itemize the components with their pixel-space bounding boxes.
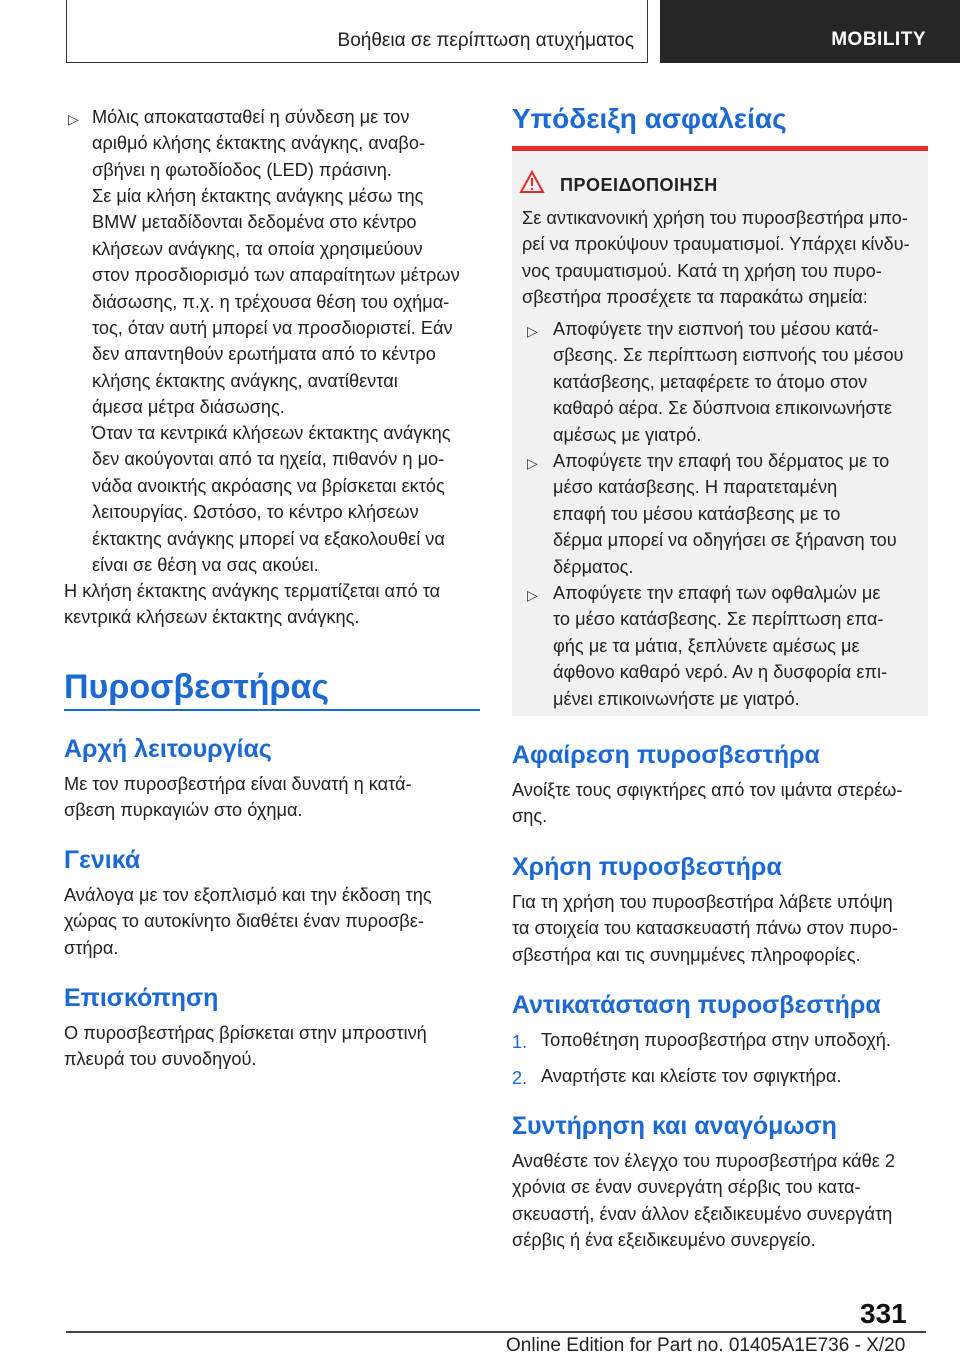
- triangle-bullet-icon: ▷: [527, 323, 538, 339]
- maintenance-text: Αναθέστε τον έλεγχο του πυροσβεστήρα κάθε 2 χρόνια σε έναν συνεργάτη σέρβις του κατα- σκευαστή, έναν άλλον εξειδικευμένο συνεργάτη σέρβις ή ένα εξειδικευμένο συνεργείο.: [512, 1151, 896, 1251]
- heading-usage: Χρήση πυροσβεστήρα: [512, 853, 782, 881]
- header-section-label: MOBILITY: [831, 29, 926, 50]
- heading-maintenance: Συντήρηση και αναγόμωση: [512, 1112, 837, 1140]
- heading-principle: Αρχή λειτουργίας: [64, 735, 272, 763]
- footer-rule: [66, 1331, 926, 1333]
- heading-general: Γενικά: [64, 846, 141, 874]
- principle-text: Με τον πυροσβεστήρα είναι δυνατή η κατά- σβεση πυρκαγιών στο όχημα.: [64, 774, 412, 821]
- triangle-bullet-icon: ▷: [68, 111, 79, 127]
- left-bullet-p1: Μόλις αποκατασταθεί η σύνδεση με τον αριθμό κλήσης έκτακτης ανάγκης, αναβο- σβήνει η φωτοδίοδος (LED) πράσινη.: [92, 107, 426, 180]
- warning-item-2: Αποφύγετε την επαφή του δέρματος με το μέσο κατάσβεσης. Η παρατεταμένη επαφή του μέσου κατάσβεσης με το δέρμα μπορεί να οδηγήσει σε ξήρανση του δέρματος.: [553, 451, 897, 577]
- heading-overview: Επισκόπηση: [64, 984, 219, 1012]
- usage-text: Για τη χρήση του πυροσβεστήρα λάβετε υπόψη τα στοιχεία του κατασκευαστή πάνω στον πυρο- σβεστήρα και τις συνημμένες πληροφορίες.: [512, 892, 898, 965]
- header-title: Βοήθεια σε περίπτωση ατυχήματος: [337, 30, 634, 51]
- header-section-tab: [660, 0, 960, 63]
- heading-safety-note: Υπόδειξη ασφαλείας: [512, 103, 787, 134]
- section-title-underline: [64, 709, 480, 711]
- warning-label: ΠΡΟΕΙΔΟΠΟΙΗΣΗ: [560, 175, 718, 195]
- heading-removal: Αφαίρεση πυροσβεστήρα: [512, 741, 820, 769]
- warning-intro: Σε αντικανονική χρήση του πυροσβεστήρα μπο- ρεί να προκύψουν τραυματισμοί. Υπάρχει κίνδυ- νος τραυματισμού. Κατά τη χρήση του πυρο- σβεστήρα προσέχετε τα παρακάτω σημεία:: [522, 208, 910, 308]
- section-title-fire-extinguisher: Πυροσβεστήρας: [64, 668, 330, 706]
- left-closing-text: Η κλήση έκτακτης ανάγκης τερματίζεται από τα κεντρικά κλήσεων έκτακτης ανάγκης.: [64, 581, 441, 628]
- step-text: Τοποθέτηση πυροσβεστήρα στην υποδοχή.: [541, 1030, 891, 1050]
- left-bullet-p2: Σε μία κλήση έκτακτης ανάγκης μέσω της BMW μεταδίδονται δεδομένα στο κέντρο κλήσεων ανάγκης, τα οποία χρησιμεύουν στον προσδιορισμό των απαραίτητων μέτρων διάσωσης, π.χ. η τρέχουσα θέση του οχήμα- τος, όταν αυτή μπορεί να προσδιοριστεί. Εάν δεν απαντηθούν ερωτήματα από το κέντρο κλήσης έκτακτης ανάγκης, ανατίθενται άμεσα μέτρα διάσωσης.: [92, 186, 460, 418]
- warning-triangle-icon: [519, 170, 545, 194]
- page-number: 331: [860, 1298, 907, 1329]
- overview-text: Ο πυροσβεστήρας βρίσκεται στην μπροστινή πλευρά του συνοδηγού.: [64, 1023, 427, 1070]
- warning-item-3: Αποφύγετε την επαφή των οφθαλμών με το μέσο κατάσβεσης. Σε περίπτωση επα- φής με τα μάτια, ξεπλύνετε αμέσως με άφθονο καθαρό νερό. Αν η δυσφορία επι- μένει επικοινωνήστε με γιατρό.: [553, 583, 888, 709]
- warning-item-1: Αποφύγετε την εισπνοή του μέσου κατά- σβεσης. Σε περίπτωση εισπνοής του μέσου κατάσβεσης, μεταφέρετε το άτομο στον καθαρό αέρα. Σε δύσπνοια επικοινωνήστε αμέσως με γιατρό.: [553, 319, 904, 445]
- triangle-bullet-icon: ▷: [527, 455, 538, 471]
- footer-edition: Online Edition for Part no. 01405A1E736 - X/20: [506, 1335, 906, 1356]
- step-number: 2.: [512, 1068, 528, 1088]
- left-bullet-p3: Όταν τα κεντρικά κλήσεων έκτακτης ανάγκης δεν ακούγονται από τα ηχεία, πιθανόν η μο- νάδα ανοικτής ακρόασης να βρίσκεται εκτός λειτουργίας. Ωστόσο, το κέντρο κλήσεων έκτακτης ανάγκης μπορεί να εξακολουθεί να είναι σε θέση να σας ακούει.: [92, 423, 451, 576]
- general-text: Ανάλογα με τον εξοπλισμό και την έκδοση της χώρας το αυτοκίνητο διαθέτει έναν πυροσβε- στήρα.: [64, 885, 432, 958]
- triangle-bullet-icon: ▷: [527, 587, 538, 603]
- heading-replace: Αντικατάσταση πυροσβεστήρα: [512, 991, 881, 1019]
- removal-text: Ανοίξτε τους σφιγκτήρες από τον ιμάντα στερέω- σης.: [512, 780, 903, 827]
- step-text: Αναρτήστε και κλείστε τον σφιγκτήρα.: [541, 1066, 842, 1086]
- step-number: 1.: [512, 1032, 528, 1052]
